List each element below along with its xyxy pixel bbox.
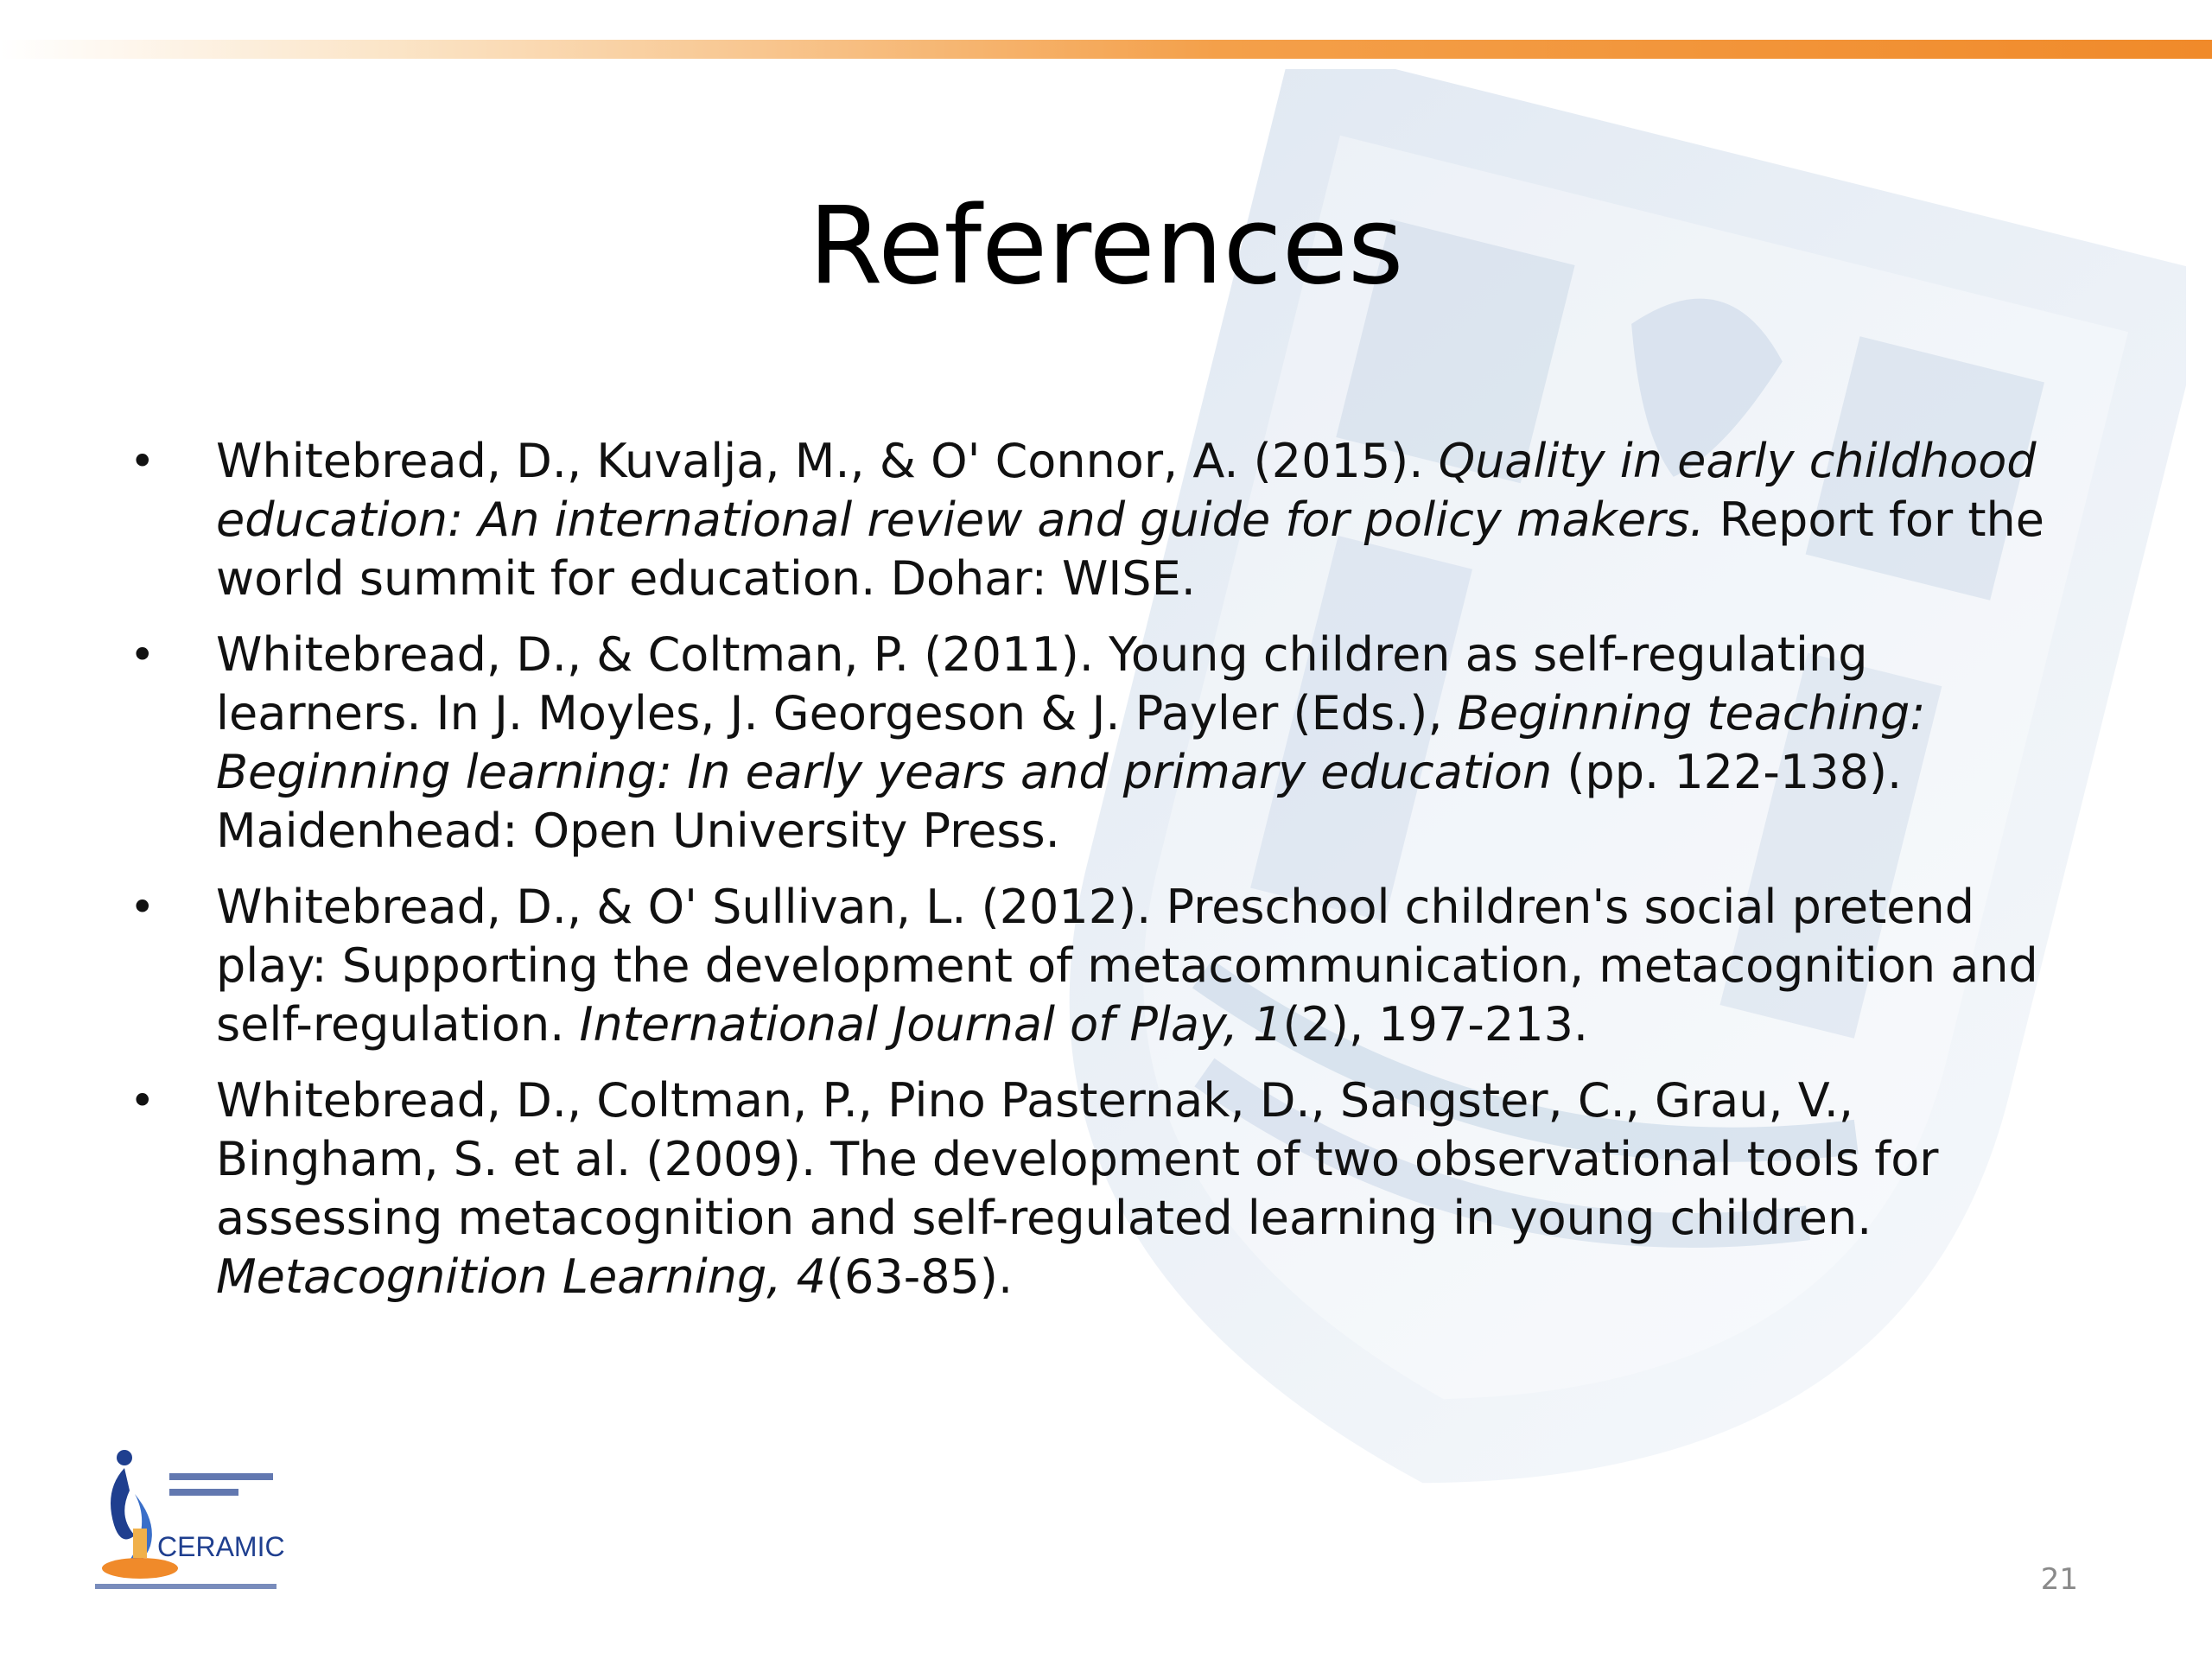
reference-publisher-segment: (63-85). bbox=[825, 1249, 1014, 1304]
reference-author-segment: Whitebread, D., Kuvalja, M., & O' Connor, A. (2015). bbox=[216, 434, 1439, 488]
bullet-icon: • bbox=[130, 436, 156, 486]
reference-title-italic: Beginning teaching: Beginning learning: In early years and primary education bbox=[216, 686, 1926, 799]
top-accent-stripe bbox=[0, 40, 2212, 59]
reference-item bbox=[130, 878, 2082, 1054]
reference-publisher-segment: Report for the world summit for education. Dohar: WISE. bbox=[216, 493, 2044, 606]
reference-text bbox=[216, 627, 1925, 858]
reference-title-italic: Quality in early childhood education: An international review and guide for policy makers. bbox=[216, 434, 2037, 547]
reference-title-italic: International Journal of Play, 1 bbox=[579, 997, 1283, 1052]
reference-item bbox=[130, 432, 2082, 608]
reference-author-segment: Whitebread, D., Coltman, P., Pino Pasternak, D., Sangster, C., Grau, V., Bingham, S. et al. (2009). The development of two observational tools for assessing metacognition and self-regulated learning in young children. bbox=[216, 1073, 1939, 1245]
reference-author-segment: Whitebread, D., & O' Sullivan, L. (2012). Preschool children's social pretend play: Supporting the development of metacommunication, metacognition and self-regulation. bbox=[216, 880, 2038, 1052]
reference-title-italic: Metacognition Learning, 4 bbox=[216, 1249, 826, 1304]
slide-title: References bbox=[808, 184, 1404, 308]
reference-author-segment: Whitebread, D., & Coltman, P. (2011). Young children as self-regulating learners. In J. Moyles, J. Georgeson & J. Payler (Eds.), bbox=[216, 627, 1868, 741]
bullet-icon: • bbox=[130, 1076, 156, 1126]
reference-item bbox=[130, 626, 2082, 861]
reference-text bbox=[216, 434, 2044, 606]
bullet-icon: • bbox=[130, 630, 156, 680]
slide-number: 21 bbox=[2040, 1562, 2078, 1597]
reference-publisher-segment: (2), 197-213. bbox=[1282, 997, 1589, 1052]
reference-list bbox=[130, 432, 2082, 1324]
reference-text bbox=[216, 880, 2038, 1052]
logo-name: CERAMIC bbox=[157, 1531, 285, 1562]
bullet-icon: • bbox=[130, 882, 156, 932]
reference-item bbox=[130, 1071, 2082, 1306]
ceramic-logo-icon bbox=[95, 1439, 285, 1594]
reference-publisher-segment: (pp. 122-138). Maidenhead: Open University Press. bbox=[216, 745, 1903, 858]
reference-text bbox=[216, 1073, 1938, 1304]
